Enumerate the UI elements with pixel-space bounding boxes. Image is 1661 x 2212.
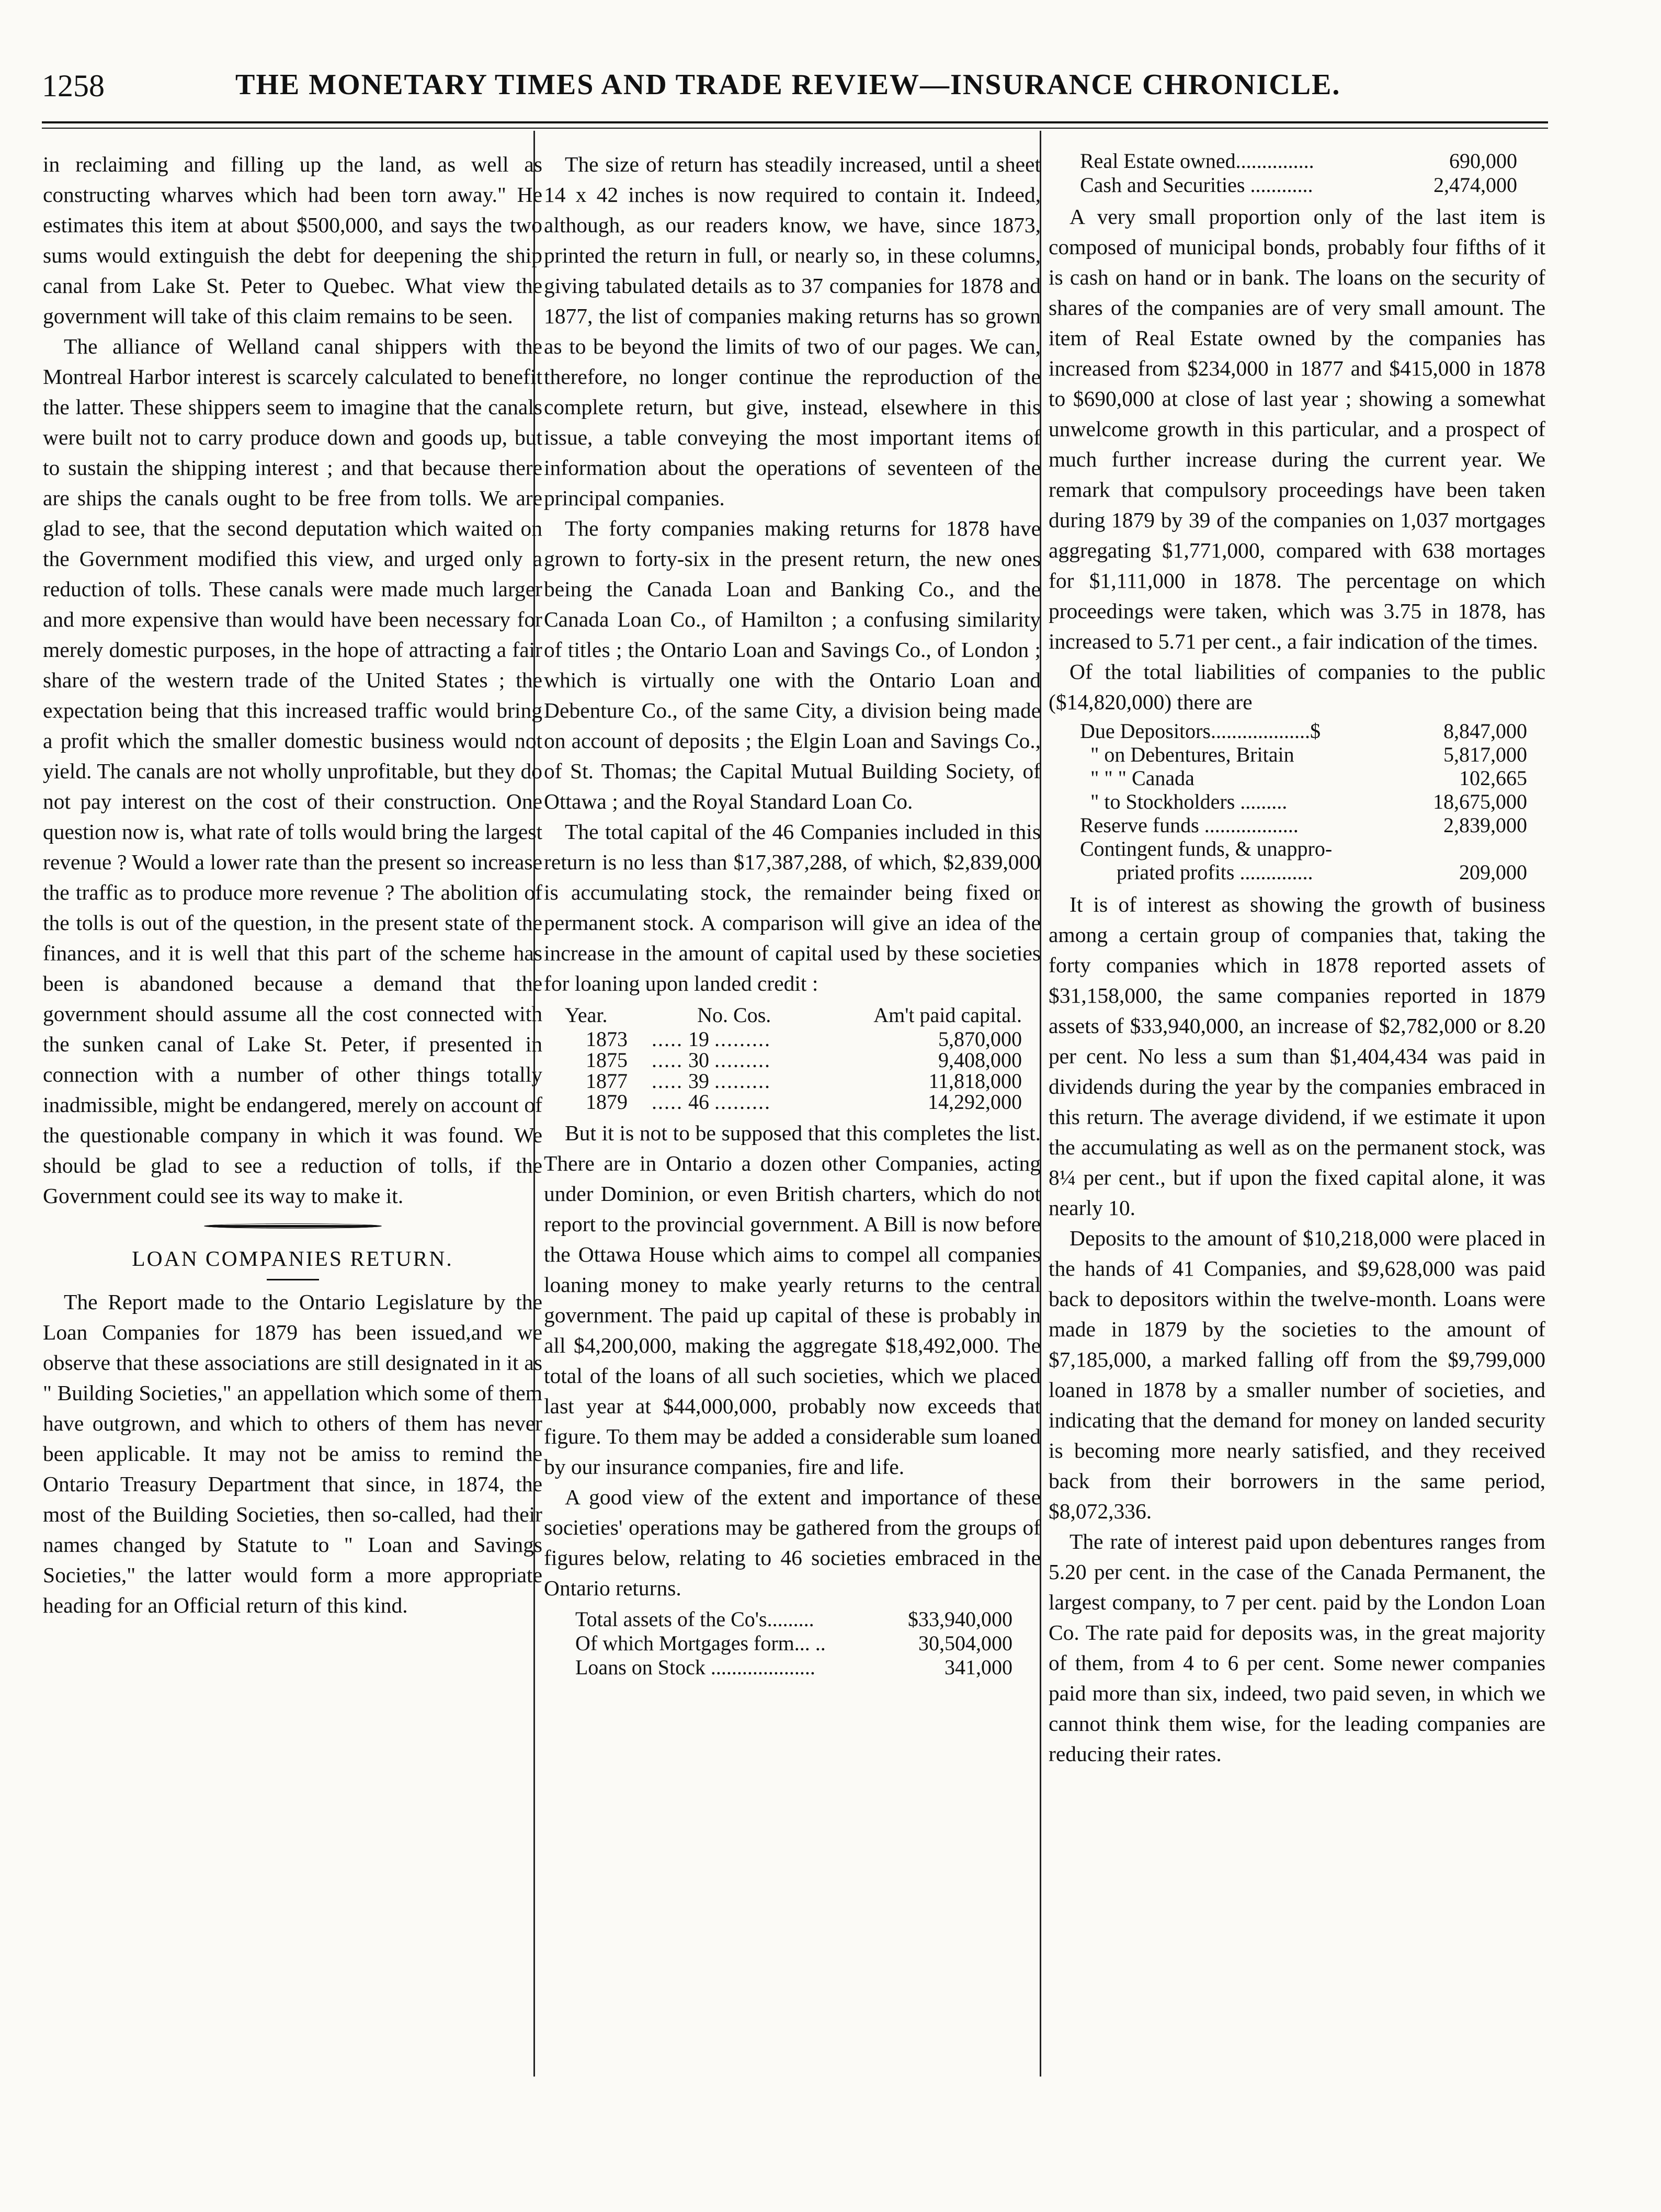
section-heading: LOAN COMPANIES RETURN. [132, 1246, 453, 1271]
heading-rule [267, 1279, 319, 1280]
liability-value: 18,675,000 [1433, 790, 1527, 813]
table-header-row [565, 1002, 1022, 1029]
leader-dots: ..... [652, 1069, 683, 1093]
table-row [1080, 766, 1527, 790]
table-row [1080, 743, 1527, 766]
assets-value: 2,474,000 [1434, 173, 1517, 197]
cos-count: 46 [688, 1090, 709, 1114]
assets-table [575, 1607, 1012, 1680]
liability-label: " on Debentures, Britain [1090, 743, 1294, 766]
liability-value: 5,817,000 [1443, 743, 1527, 766]
table-cell: 1877 [586, 1069, 628, 1093]
liability-value: 102,665 [1459, 766, 1527, 790]
table-row [575, 1655, 1012, 1680]
page-header [42, 68, 1548, 110]
table-cell: 1873 [586, 1027, 628, 1051]
liability-value [1406, 837, 1527, 860]
cos-count: 39 [688, 1069, 709, 1093]
table-cell [652, 1050, 816, 1071]
leader-dots: ......... [714, 1048, 771, 1072]
liability-value: 209,000 [1459, 860, 1527, 884]
assets-label: Real Estate owned............... [1080, 149, 1314, 173]
column-2 [544, 149, 1041, 1684]
assets-value: 30,504,000 [918, 1631, 1012, 1655]
liability-label: Contingent funds, & unappro- [1080, 837, 1333, 860]
table-row [1080, 813, 1527, 837]
table-cell: 1875 [586, 1048, 628, 1072]
table-cell: 1879 [586, 1090, 628, 1114]
table-row [1080, 149, 1517, 173]
table-row [1080, 790, 1527, 813]
table-cell [652, 1071, 816, 1092]
table-row [565, 1092, 1022, 1113]
header-rule-thin [42, 128, 1548, 129]
assets-table-continued [1080, 149, 1517, 197]
table-row [1080, 719, 1527, 743]
column-1 [43, 149, 542, 1620]
leader-dots: ......... [714, 1027, 771, 1051]
table-row [1080, 860, 1527, 884]
table-row [565, 1071, 1022, 1092]
table-cell: 5,870,000 [938, 1027, 1022, 1051]
liability-label: Due Depositors...................$ [1080, 719, 1321, 743]
paragraph: The size of return has steadily increased, until a sheet 14 x 42 inches is now required to contain it. Indeed, although, as our readers know, we have, since 1873, printed the return in full, or nearly so, in these columns, giving tabulated details as to 37 companies for 1878 and 1877, the list of companies making returns has so grown as to be beyond the limits of two of our pages. We can, therefore, no longer continue the reproduction of the complete return, but give, instead, elsewhere in this issue, a table conveying the most important items of information about the operations of seventeen of the principal companies. [544, 152, 1041, 510]
table-header: No. Cos. [697, 1003, 771, 1027]
column-3 [1049, 149, 1545, 1769]
paragraph: in reclaiming and filling up the land, as well as constructing wharves which had been torn away." He estimates this item at about $500,000, and says the two sums would extinguish the debt for deepening the ship canal from Lake St. Peter to Quebec. What view the government will take of this claim remains to be seen. [43, 152, 542, 328]
liability-label: priated profits .............. [1117, 860, 1313, 884]
table-row [1080, 837, 1527, 860]
assets-label: Cash and Securities ............ [1080, 173, 1313, 197]
leader-dots: ..... [652, 1027, 683, 1051]
paragraph: The rate of interest paid upon debentures ranges from 5.20 per cent. in the case of the Canada Permanent, the largest company, to 7 per cent. paid by the London Loan Co. The rate paid for deposits was, in the great majority of them, from 4 to 6 per cent. Some newer companies paid more than six, indeed, two paid seven, in which we cannot think them wise, for the leading companies are reducing their rates. [1049, 1529, 1545, 1766]
capital-table [565, 1002, 1022, 1113]
assets-value: 690,000 [1449, 149, 1517, 173]
leader-dots: ..... [652, 1048, 683, 1072]
page-number: 1258 [42, 69, 105, 103]
paragraph: The forty companies making returns for 1878 have grown to forty-six in the present return, the new ones being the Canada Loan and Banking Co., and the Canada Loan Co., of Hamilton ; a confusing similarity of titles ; the Ontario Loan and Savings Co., of London ; which is virtually one with the Ontario Loan and Debenture Co., of the same City, a division being made on account of deposits ; the Elgin Loan and Savings Co., of St. Thomas; the Capital Mutual Building Society, of Ottawa ; and the Royal Standard Loan Co. [544, 516, 1041, 813]
table-cell [652, 1092, 816, 1113]
table-cell: 14,292,000 [928, 1090, 1022, 1114]
leader-dots: ..... [652, 1090, 683, 1114]
table-row [565, 1050, 1022, 1071]
paragraph: A good view of the extent and importance of these societies' operations may be gathered from the groups of figures below, relating to 46 societies embraced in the Ontario returns. [544, 1485, 1041, 1600]
paragraph: It is of interest as showing the growth of business among a certain group of companies that, taking the forty companies which in 1878 reported assets of $31,158,000, the same companies reported in 1879 assets of $33,940,000, an increase of $2,782,000 or 8.20 per cent. No less a sum than $1,404,434 was paid in dividends during the year by the companies embraced in this return. The average dividend, if we estimate it upon the accumulating as well as on the permanent stock, was 8¼ per cent., but if upon the fixed capital alone, it was nearly 10. [1049, 892, 1545, 1220]
paragraph: But it is not to be supposed that this completes the list. There are in Ontario a dozen other Companies, acting under Dominion, or even British charters, which do not report to the provincial government. A Bill is now before the Ottawa House which aims to compel all companies loaning money to make yearly returns to the central government. The paid up capital of these is probably in all $4,200,000, making the aggregate $18,492,000. The total of the loans of all such societies, which we placed last year at $44,000,000, probably now exceeds that figure. To them may be added a considerable sum loaned by our insurance companies, fire and life. [544, 1121, 1041, 1479]
table-header: Year. [565, 1003, 608, 1027]
leader-dots: ......... [714, 1069, 771, 1093]
liability-value: 2,839,000 [1443, 813, 1527, 837]
table-cell: 9,408,000 [938, 1048, 1022, 1072]
paragraph: The alliance of Welland canal shippers with the Montreal Harbor interest is scarcely calculated to benefit the latter. These shippers seem to imagine that the canals were built not to carry produce down and goods up, but to sustain the shipping interest ; and that because there are ships the canals ought to be free from tolls. We are glad to see, that the second deputation which waited on the Government modified this view, and urged only a reduction of tolls. These canals were made much larger and more expensive than would have been necessary for merely domestic purposes, in the hope of attracting a fair share of the western trade of the United States ; the expectation being that this increased traffic would bring a profit which the smaller domestic business would not yield. The canals are not wholly unprofitable, but they do not pay interest on the cost of their construction. One question now is, what rate of tolls would bring the largest revenue ? Would a lower rate than the present so increase the traffic as to produce more revenue ? The abolition of the tolls is out of the question, in the present state of the finances, and it is well that this part of the scheme has been is abandoned because a demand that the government should assume all the cost connected with the sunken canal of Lake St. Peter, if presented in connection with a number of other things totally inadmissible, might be endangered, merely on account of the questionable company in which it was found. We should be glad to see a reduction of tolls, if the Government could see its way to make it. [43, 334, 542, 1208]
table-cell: 11,818,000 [928, 1069, 1022, 1093]
table-row [1080, 173, 1517, 197]
liability-value: 8,847,000 [1443, 719, 1527, 743]
paragraph: A very small proportion only of the last item is composed of municipal bonds, probably four fifths of it is cash on hand or in bank. The loans on the security of shares of the companies are of very small amount. The item of Real Estate owned by the companies has increased from $234,000 in 1877 and $415,000 in 1878 to $690,000 at close of last year ; showing a somewhat unwelcome growth in this particular, and a prospect of much further increase during the current year. We remark that compulsory proceedings have been taken during 1879 by 39 of the companies on 1,037 mortgages aggregating $1,771,000, compared with 638 mortages for $1,111,000 in 1878. The percentage on which proceedings were taken, which was 3.75 in 1878, has increased to 5.71 per cent., a fair indication of the times. [1049, 205, 1545, 653]
liability-label: " to Stockholders ......... [1090, 790, 1288, 813]
assets-label: Total assets of the Co's......... [575, 1607, 814, 1631]
leader-dots: ......... [714, 1090, 771, 1114]
assets-label: Loans on Stock .................... [575, 1655, 815, 1679]
cos-count: 19 [688, 1027, 709, 1051]
header-rule [42, 121, 1548, 123]
assets-value: $33,940,000 [908, 1607, 1012, 1631]
paragraph: Of the total liabilities of companies to the public ($14,820,000) there are [1049, 660, 1545, 714]
running-title: THE MONETARY TIMES AND TRADE REVIEW—INSURANCE CHRONICLE. [235, 69, 1341, 101]
cos-count: 30 [688, 1048, 709, 1072]
assets-value: 341,000 [945, 1655, 1012, 1679]
liabilities-table [1080, 719, 1527, 884]
table-row [575, 1607, 1012, 1631]
liability-label: Reserve funds .................. [1080, 813, 1299, 837]
liability-label: " " " Canada [1090, 766, 1194, 790]
table-row [575, 1631, 1012, 1655]
paragraph: The Report made to the Ontario Legislature by the Loan Companies for 1879 has been issued,and we observe that these associations are still designated in it as " Building Societies," an appellation which some of them have outgrown, and which to others of them has never been applicable. It may not be amiss to remind the Ontario Treasury Department that since, in 1874, the most of the Building Societies, then so-called, had their names changed by Statute to " Loan and Savings Societies," the latter would form a more appropriate heading for an Official return of this kind. [43, 1290, 542, 1617]
paragraph: The total capital of the 46 Companies included in this return is no less than $17,387,288, of which, $2,839,000 is accumulating stock, the remainder being fixed or permanent stock. A comparison will give an idea of the increase in the amount of capital used by these societies for loaning upon landed credit : [544, 820, 1041, 995]
assets-label: Of which Mortgages form... .. [575, 1631, 826, 1655]
paragraph: Deposits to the amount of $10,218,000 were placed in the hands of 41 Companies, and $9,628,000 was paid back to depositors within the twelve-month. Loans were made in 1879 by the societies to the amount of $7,185,000, a marked falling off from the $9,799,000 loaned in 1878 by a smaller number of societies, and indicating that the demand for money on landed security is becoming more nearly satisfied, and they received back from their borrowers in the same period, $8,072,336. [1049, 1226, 1545, 1523]
ornamental-separator [204, 1223, 382, 1229]
table-cell [652, 1029, 816, 1050]
table-row [565, 1029, 1022, 1050]
table-header: Am't paid capital. [873, 1003, 1022, 1027]
